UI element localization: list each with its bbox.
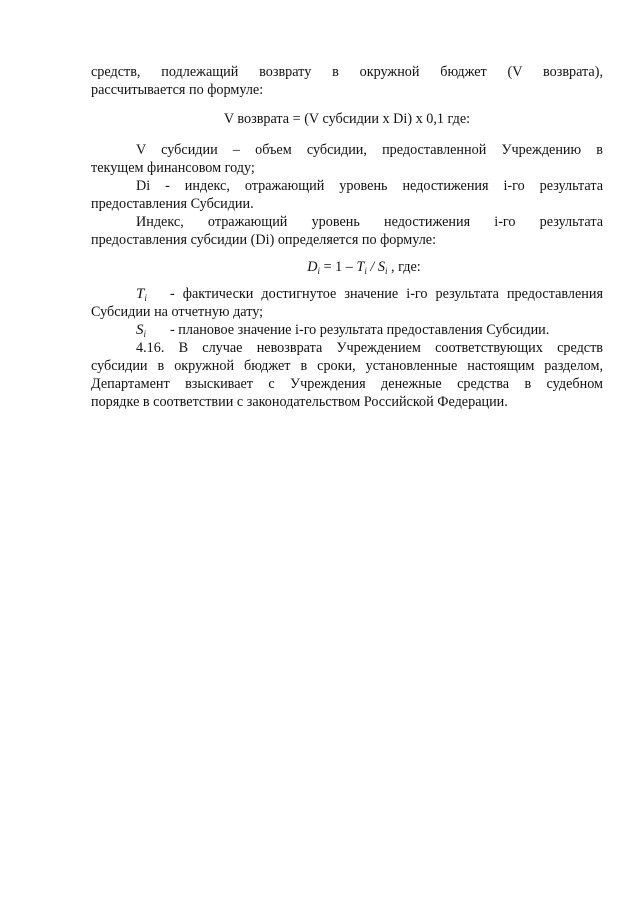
formula-di — [125, 258, 603, 276]
formula-d-sub: i — [317, 266, 321, 276]
formula-slash: / — [366, 259, 378, 275]
ti-text: - фактически достигнутое значение i-го результата предоставления — [170, 286, 603, 302]
p416-line1: 4.16. В случае невозврата Учреждением соответствующих средств — [136, 340, 603, 356]
ti-symbol-sub: i — [144, 293, 147, 303]
si-text: - плановое значение i-го результата предоставления Субсидии. — [170, 322, 550, 338]
ti-definition-line2: Субсидии на отчетную дату; — [91, 304, 264, 320]
si-symbol-sub: i — [143, 329, 147, 339]
index-line1: Индекс, отражающий уровень недостижения i-го результата — [136, 214, 603, 230]
document-body — [91, 63, 603, 411]
ti-symbol — [136, 285, 170, 303]
di-definition-line1: Di - индекс, отражающий уровень недостижения i-го результата — [136, 178, 603, 194]
formula-t-symbol: T — [356, 259, 365, 275]
di-definition-line2: предоставления Субсидии. — [91, 196, 254, 212]
p416-line2: субсидии в окружной бюджет в сроки, установленные настоящим разделом, — [91, 358, 603, 374]
v-subsidy-line2: текущем финансовом году; — [91, 160, 255, 176]
paragraph-return-line2: рассчитывается по формуле: — [91, 82, 264, 98]
formula-s-symbol: S — [377, 259, 385, 275]
formula-d-symbol: D — [307, 259, 318, 275]
formula-eq: = 1 – — [320, 259, 357, 275]
formula-tail: , где: — [387, 259, 421, 275]
formula-s-sub: i — [384, 266, 388, 276]
formula-v-return: V возврата = (V субсидии x Di) x 0,1 где: — [223, 111, 471, 127]
si-symbol-letter: S — [136, 322, 144, 338]
ti-definition-line1 — [91, 285, 603, 303]
formula-t-sub: i — [364, 266, 367, 276]
p416-line3: Департамент взыскивает с Учреждения денежные средства в судебном — [91, 376, 603, 392]
v-subsidy-line1: V субсидии – объем субсидии, предоставленной Учреждению в — [136, 142, 603, 158]
si-definition — [91, 321, 603, 339]
paragraph-return-line1: средств, подлежащий возврату в окружной бюджет (V возврата), — [91, 64, 603, 80]
si-symbol — [136, 321, 170, 339]
index-line2: предоставления субсидии (Di) определяется по формуле: — [91, 232, 437, 248]
p416-line4: порядке в соответствии с законодательством Российской Федерации. — [91, 394, 508, 410]
ti-symbol-letter: T — [136, 286, 145, 302]
